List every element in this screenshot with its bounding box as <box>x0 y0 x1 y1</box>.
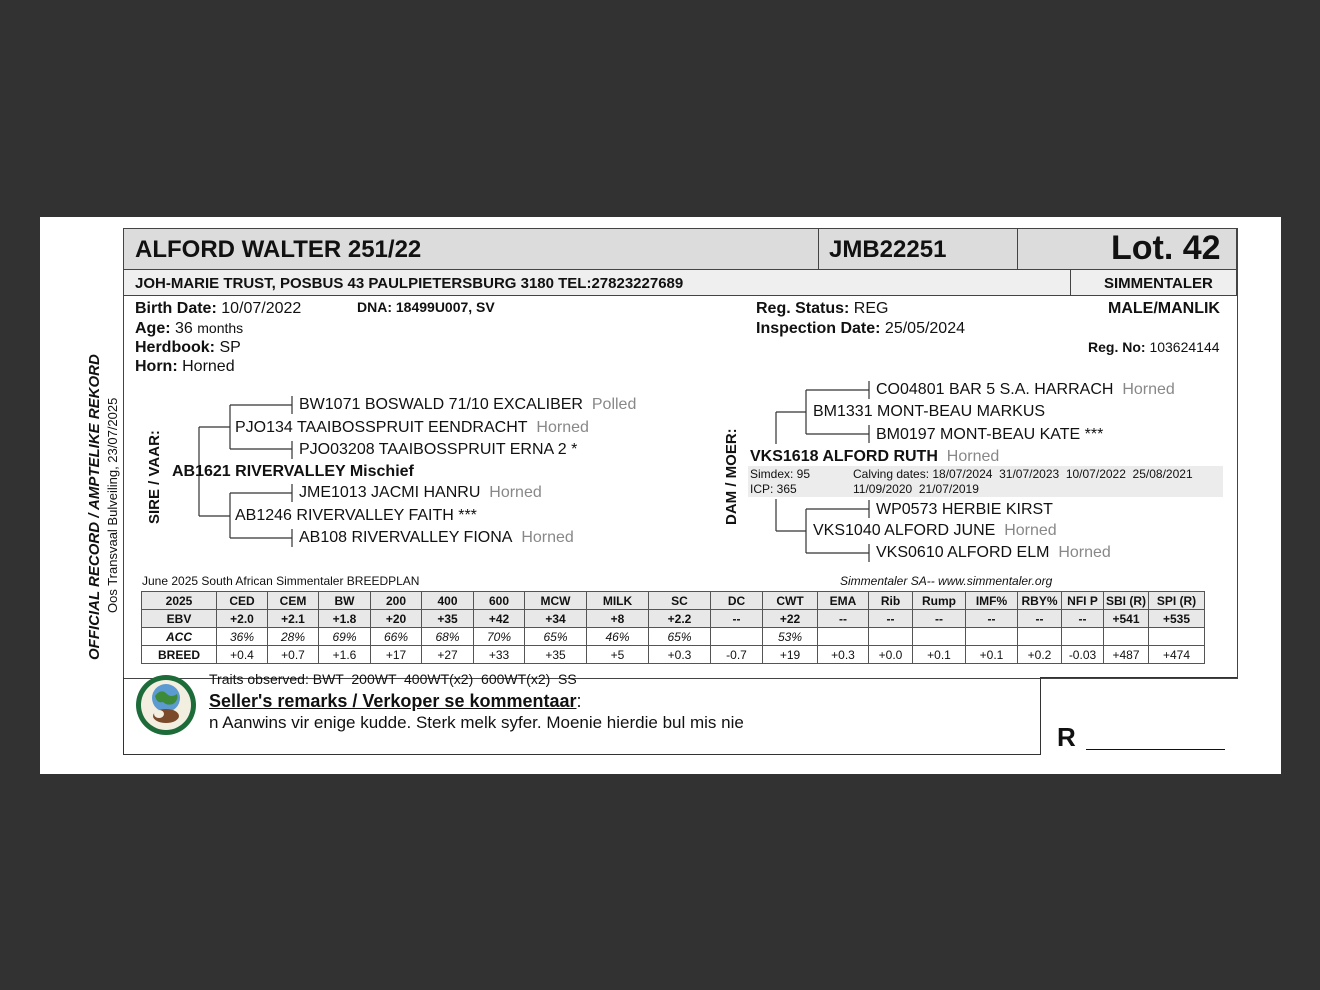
dam-icp: ICP: 365 <box>750 482 797 496</box>
society-logo <box>135 674 197 736</box>
ebv-header-row-cell: 600 <box>474 592 525 610</box>
lot-number: Lot. 42 <box>1111 229 1221 267</box>
ebv-header-row-cell: SBI (R) <box>1104 592 1149 610</box>
sire-dam-sire: JME1013 JACMI HANRU Horned <box>299 484 542 501</box>
dam-name: VKS1618 ALFORD RUTH Horned <box>750 448 1000 465</box>
horn-status: Horn: Horned <box>135 358 235 375</box>
ebv-row-cell: +1.8 <box>319 610 371 628</box>
ebv-header-row-cell: CED <box>217 592 268 610</box>
reg-number: Reg. No: 103624144 <box>1088 339 1220 355</box>
breed-row-cell: +17 <box>371 646 422 664</box>
ebv-header-row-cell: EMA <box>818 592 869 610</box>
acc-row-cell: 70% <box>474 628 525 646</box>
breed-row-cell: +0.7 <box>268 646 319 664</box>
acc-row-cell: 66% <box>371 628 422 646</box>
acc-row-cell <box>966 628 1018 646</box>
inspection-date: Inspection Date: 25/05/2024 <box>756 320 965 337</box>
breed-row-cell: +33 <box>474 646 525 664</box>
acc-row-cell: 28% <box>268 628 319 646</box>
breed-row-cell: +487 <box>1104 646 1149 664</box>
sale-label: Oos Transvaal Bulveiling, 23/07/2025 <box>105 397 120 613</box>
seller-remarks-label: Seller's remarks / Verkoper se kommentaar: <box>209 691 582 711</box>
acc-row-cell: 65% <box>525 628 587 646</box>
ebv-row-cell: +22 <box>763 610 818 628</box>
breed-row-cell: +474 <box>1149 646 1205 664</box>
ebv-header-row-cell: CEM <box>268 592 319 610</box>
breed-row-cell: +0.4 <box>217 646 268 664</box>
ebv-row-cell: +2.1 <box>268 610 319 628</box>
dam-section-label: DAM / MOER: <box>723 428 740 525</box>
dam-dam-sire: WP0573 HERBIE KIRST <box>876 501 1053 518</box>
ebv-header-row-cell: MCW <box>525 592 587 610</box>
breed-row-cell: +0.1 <box>966 646 1018 664</box>
ebv-header-row-cell: MILK <box>587 592 649 610</box>
sire-sire-sire: BW1071 BOSWALD 71/10 EXCALIBER Polled <box>299 396 637 413</box>
breed-name: SIMMENTALER <box>1104 275 1213 292</box>
dam-sire: BM1331 MONT-BEAU MARKUS <box>813 403 1046 420</box>
ebv-row-cell: -- <box>818 610 869 628</box>
dna-info: DNA: 18499U007, SV <box>357 299 495 315</box>
herdbook: Herdbook: SP <box>135 339 241 356</box>
ebv-header-row-cell: SPI (R) <box>1149 592 1205 610</box>
breed-row-cell: -0.7 <box>711 646 763 664</box>
sire-section-label: SIRE / VAAR: <box>146 430 163 524</box>
ebv-row-cell: +541 <box>1104 610 1149 628</box>
reg-status: Reg. Status: REG <box>756 300 889 317</box>
ebv-row-cell: -- <box>966 610 1018 628</box>
official-record-label: OFFICIAL RECORD / AMPTELIKE REKORD <box>86 354 103 660</box>
ebv-row-cell: +42 <box>474 610 525 628</box>
dam-sire-dam: BM0197 MONT-BEAU KATE *** <box>876 426 1104 443</box>
animal-id-code: JMB22251 <box>829 236 947 263</box>
sire-dam: AB1246 RIVERVALLEY FAITH *** <box>235 507 477 524</box>
ebv-header-row-cell: CWT <box>763 592 818 610</box>
ebv-header-row-cell: 2025 <box>142 592 217 610</box>
animal-name: ALFORD WALTER 251/22 <box>135 236 422 263</box>
acc-row-cell <box>1149 628 1205 646</box>
breed-row-cell: +1.6 <box>319 646 371 664</box>
ebv-row-cell: -- <box>1018 610 1062 628</box>
breed-row-cell: +0.3 <box>649 646 711 664</box>
breed-row-cell: +19 <box>763 646 818 664</box>
acc-row-cell: 46% <box>587 628 649 646</box>
ebv-row-cell: +2.0 <box>217 610 268 628</box>
breedplan-site: Simmentaler SA-- www.simmentaler.org <box>840 574 1053 588</box>
ebv-row-cell: EBV <box>142 610 217 628</box>
acc-row-cell: ACC <box>142 628 217 646</box>
breed-row-cell: +0.2 <box>1018 646 1062 664</box>
sire-sire-dam: PJO03208 TAAIBOSSPRUIT ERNA 2 * <box>299 441 578 458</box>
acc-row-cell <box>913 628 966 646</box>
acc-row-cell <box>1062 628 1104 646</box>
acc-row-cell <box>711 628 763 646</box>
ebv-row-cell: +34 <box>525 610 587 628</box>
ebv-header-row <box>142 592 1205 610</box>
breed-row-cell: BREED <box>142 646 217 664</box>
acc-row <box>142 628 1205 646</box>
acc-row-cell: 69% <box>319 628 371 646</box>
breed-row-cell: -0.03 <box>1062 646 1104 664</box>
acc-row-cell <box>818 628 869 646</box>
breed-row-cell: +0.1 <box>913 646 966 664</box>
sex: MALE/MANLIK <box>1108 300 1220 317</box>
ebv-row-cell: +535 <box>1149 610 1205 628</box>
breed-row-cell: +35 <box>525 646 587 664</box>
breed-row-cell: +0.0 <box>869 646 913 664</box>
ebv-header-row-cell: Rib <box>869 592 913 610</box>
age: Age: 36 months <box>135 320 244 337</box>
ebv-row-cell: +20 <box>371 610 422 628</box>
ebv-row-cell: +35 <box>422 610 474 628</box>
acc-row-cell <box>1104 628 1149 646</box>
ebv-header-row-cell: DC <box>711 592 763 610</box>
traits-observed: Traits observed: BWT 200WT 400WT(x2) 600WT(x2) SS <box>209 671 577 687</box>
breed-row-cell: +5 <box>587 646 649 664</box>
sire-name: AB1621 RIVERVALLEY Mischief <box>172 463 414 480</box>
breedplan-caption: June 2025 South African Simmentaler BREEDPLAN <box>142 574 420 588</box>
price-label: R <box>1057 722 1076 752</box>
breed-row-cell: +27 <box>422 646 474 664</box>
dam-calving-dates: Calving dates: 18/07/2024 31/07/2023 10/07/2022 25/08/2021 <box>853 467 1193 481</box>
acc-row-cell: 36% <box>217 628 268 646</box>
sire-dam-dam: AB108 RIVERVALLEY FIONA Horned <box>299 529 574 546</box>
ebv-header-row-cell: IMF% <box>966 592 1018 610</box>
price-field[interactable] <box>1086 749 1225 750</box>
seller-remarks: n Aanwins vir enige kudde. Sterk melk syfer. Moenie hierdie bul mis nie <box>209 713 744 732</box>
dam-simdex: Simdex: 95 <box>750 467 811 481</box>
dam-dam-dam: VKS0610 ALFORD ELM Horned <box>876 544 1111 561</box>
dam-dam: VKS1040 ALFORD JUNE Horned <box>813 522 1057 539</box>
ebv-header-row-cell: NFI P <box>1062 592 1104 610</box>
dam-calving-dates-cont: 11/09/2020 21/07/2019 <box>853 482 979 496</box>
acc-row-cell: 68% <box>422 628 474 646</box>
ebv-row-cell: -- <box>869 610 913 628</box>
ebv-row <box>142 610 1205 628</box>
ebv-row-cell: +2.2 <box>649 610 711 628</box>
ebv-header-row-cell: Rump <box>913 592 966 610</box>
ebv-table <box>141 591 1205 664</box>
ebv-header-row-cell: SC <box>649 592 711 610</box>
ebv-row-cell: +8 <box>587 610 649 628</box>
birth-date: Birth Date: 10/07/2022 <box>135 300 302 317</box>
ebv-header-row-cell: BW <box>319 592 371 610</box>
acc-row-cell: 53% <box>763 628 818 646</box>
dam-sire-sire: CO04801 BAR 5 S.A. HARRACH Horned <box>876 381 1175 398</box>
acc-row-cell: 65% <box>649 628 711 646</box>
breeder-address: JOH-MARIE TRUST, POSBUS 43 PAULPIETERSBURG 3180 TEL:27823227689 <box>135 275 684 292</box>
ebv-header-row-cell: 400 <box>422 592 474 610</box>
ebv-row-cell: -- <box>1062 610 1104 628</box>
acc-row-cell <box>1018 628 1062 646</box>
breed-row <box>142 646 1205 664</box>
sire-sire: PJO134 TAAIBOSSPRUIT EENDRACHT Horned <box>235 419 589 436</box>
ebv-row-cell: -- <box>711 610 763 628</box>
acc-row-cell <box>869 628 913 646</box>
ebv-header-row-cell: RBY% <box>1018 592 1062 610</box>
breed-row-cell: +0.3 <box>818 646 869 664</box>
ebv-row-cell: -- <box>913 610 966 628</box>
ebv-header-row-cell: 200 <box>371 592 422 610</box>
